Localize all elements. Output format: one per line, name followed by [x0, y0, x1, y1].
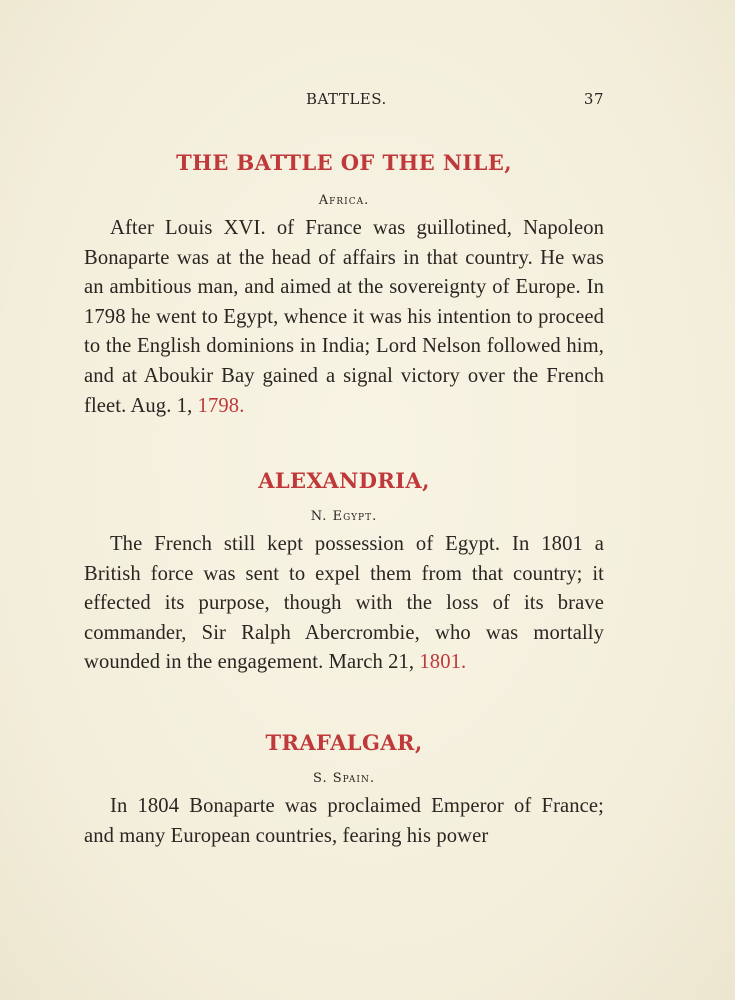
page-number: 37	[583, 90, 604, 108]
section-location	[84, 509, 604, 524]
section-body-text: In 1804 Bonaparte was proclaimed Emperor of France; and many European countries, fearing his power	[84, 795, 604, 847]
section-body	[84, 530, 604, 678]
section-battle-of-the-nile	[84, 150, 604, 421]
section-year: 1798.	[197, 394, 245, 417]
section-year: 1801.	[419, 651, 467, 674]
section-title: ALEXANDRIA,	[258, 468, 430, 493]
section-alexandria	[84, 468, 604, 678]
section-location	[84, 193, 604, 208]
section-title: THE BATTLE OF THE NILE,	[176, 150, 512, 175]
section-trafalgar	[84, 730, 604, 851]
section-body-text: After Louis XVI. of France was guillotined, Napoleon Bonaparte was at the head of affairs in that country. He was an ambitious man, and aimed at the sovereignty of Europe. In 1798 he went to Egypt, whence it was his intention to proceed to the English dominions in India; Lord Nelson followed him, and at Aboukir Bay gained a signal victory over the French fleet. Aug. 1,	[84, 217, 604, 417]
section-location-text: Africa.	[318, 193, 370, 208]
section-body	[84, 214, 604, 421]
section-location	[84, 771, 604, 786]
section-location-text: N. Egypt.	[310, 509, 378, 524]
section-body-text: The French still kept possession of Egypt. In 1801 a British force was sent to expel them from that country; it effected its purpose, though with the loss of its brave commander, Sir Ralph Abercrombie, who was mortally wounded in the engagement. March 21,	[84, 533, 604, 674]
section-body	[84, 792, 604, 851]
running-title: BATTLES.	[306, 90, 387, 108]
section-title: TRAFALGAR,	[265, 730, 423, 755]
section-location-text: S. Spain.	[313, 771, 375, 786]
